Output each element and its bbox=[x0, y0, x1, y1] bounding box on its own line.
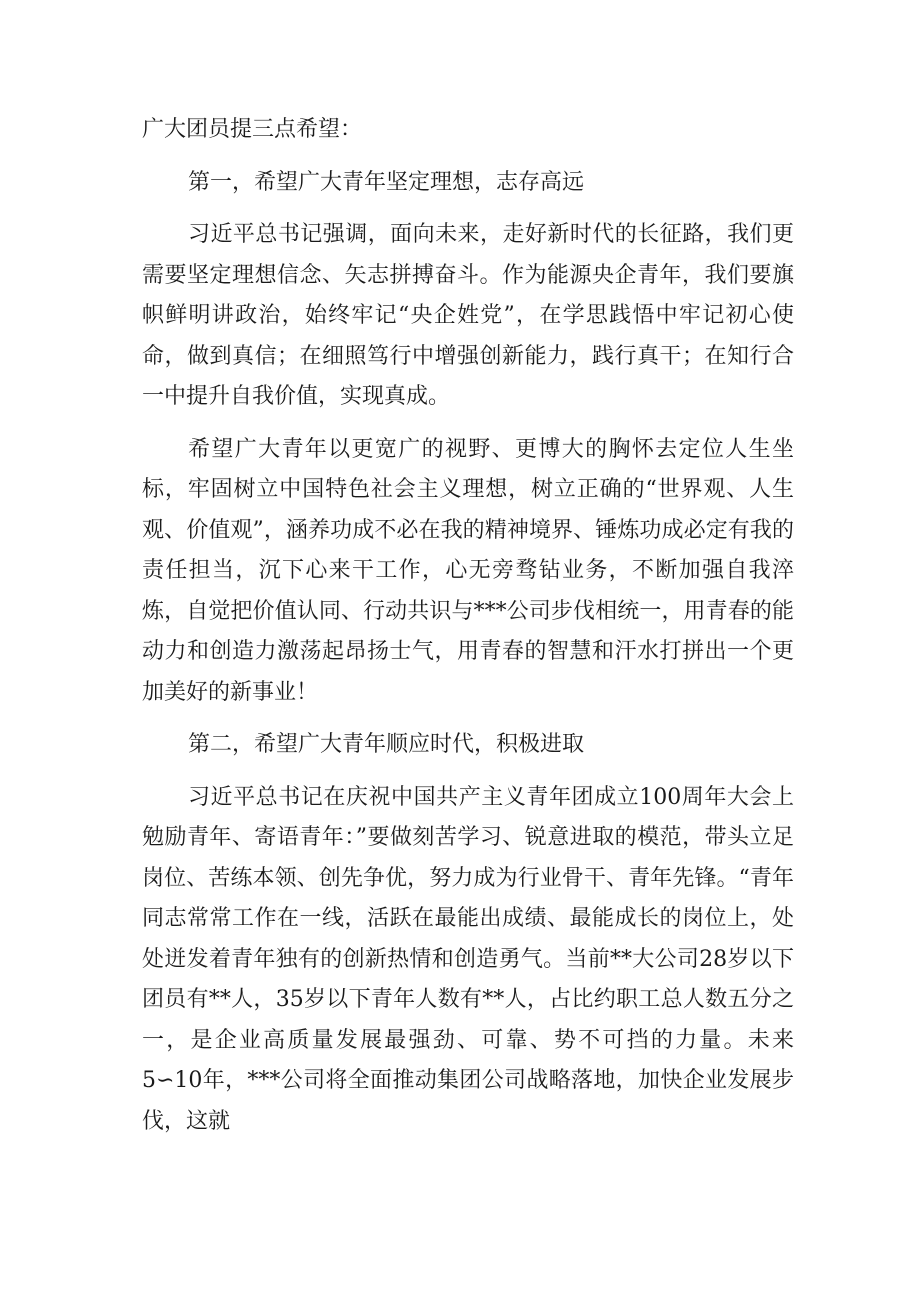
intro-line: 广大团员提三点希望： bbox=[142, 117, 363, 142]
body-paragraph-1: 习近平总书记强调，面向未来，走好新时代的长征路，我们更需要坚定理想信念、矢志拼搏奋斗。作为能源央企青年，我们要旗帜鲜明讲政治，始终牢记“央企姓党”，在学思践悟中牢记初心使命，做到真信；在细照笃行中增强创新能力，践行真干；在知行合一中提升自我价值，实现真成。 bbox=[142, 222, 794, 409]
body-paragraph-2: 希望广大青年以更宽广的视野、更博大的胸怀去定位人生坐标，牢固树立中国特色社会主义理想，树立正确的“世界观、人生观、价值观”，涵养功成不必在我的精神境界、锤炼功成必定有我的责任担当，沉下心来干工作，心无旁骛钻业务，不断加强自我淬炼，自觉把价值认同、行动共识与***公司步伐相统一，用青春的能动力和创造力激荡起昂扬士气，用青春的智慧和汗水打拼出一个更加美好的新事业！ bbox=[142, 436, 794, 705]
document-page bbox=[142, 110, 794, 1154]
section-heading-2: 第二，希望广大青年顺应时代，积极进取 bbox=[188, 732, 585, 757]
section-heading-1: 第一，希望广大青年坚定理想，志存高远 bbox=[188, 169, 585, 195]
body-paragraph-3: 习近平总书记在庆祝中国共产主义青年团成立100周年大会上勉励青年、寄语青年：”要做刻苦学习、锐意进取的模范，带头立足岗位、苦练本领、创先争优，努力成为行业骨干、青年先锋。“青年同志常常工作在一线，活跃在最能出成绩、最能成长的岗位上，处处迸发着青年独有的创新热情和创造勇气。当前**大公司28岁以下团员有**人，35岁以下青年人数有**人，占比约职工总人数五分之一，是企业高质量发展最强劲、可靠、势不可挡的力量。未来5∽10年，***公司将全面推动集团公司战略落地，加快企业发展步伐，这就 bbox=[142, 784, 794, 1134]
